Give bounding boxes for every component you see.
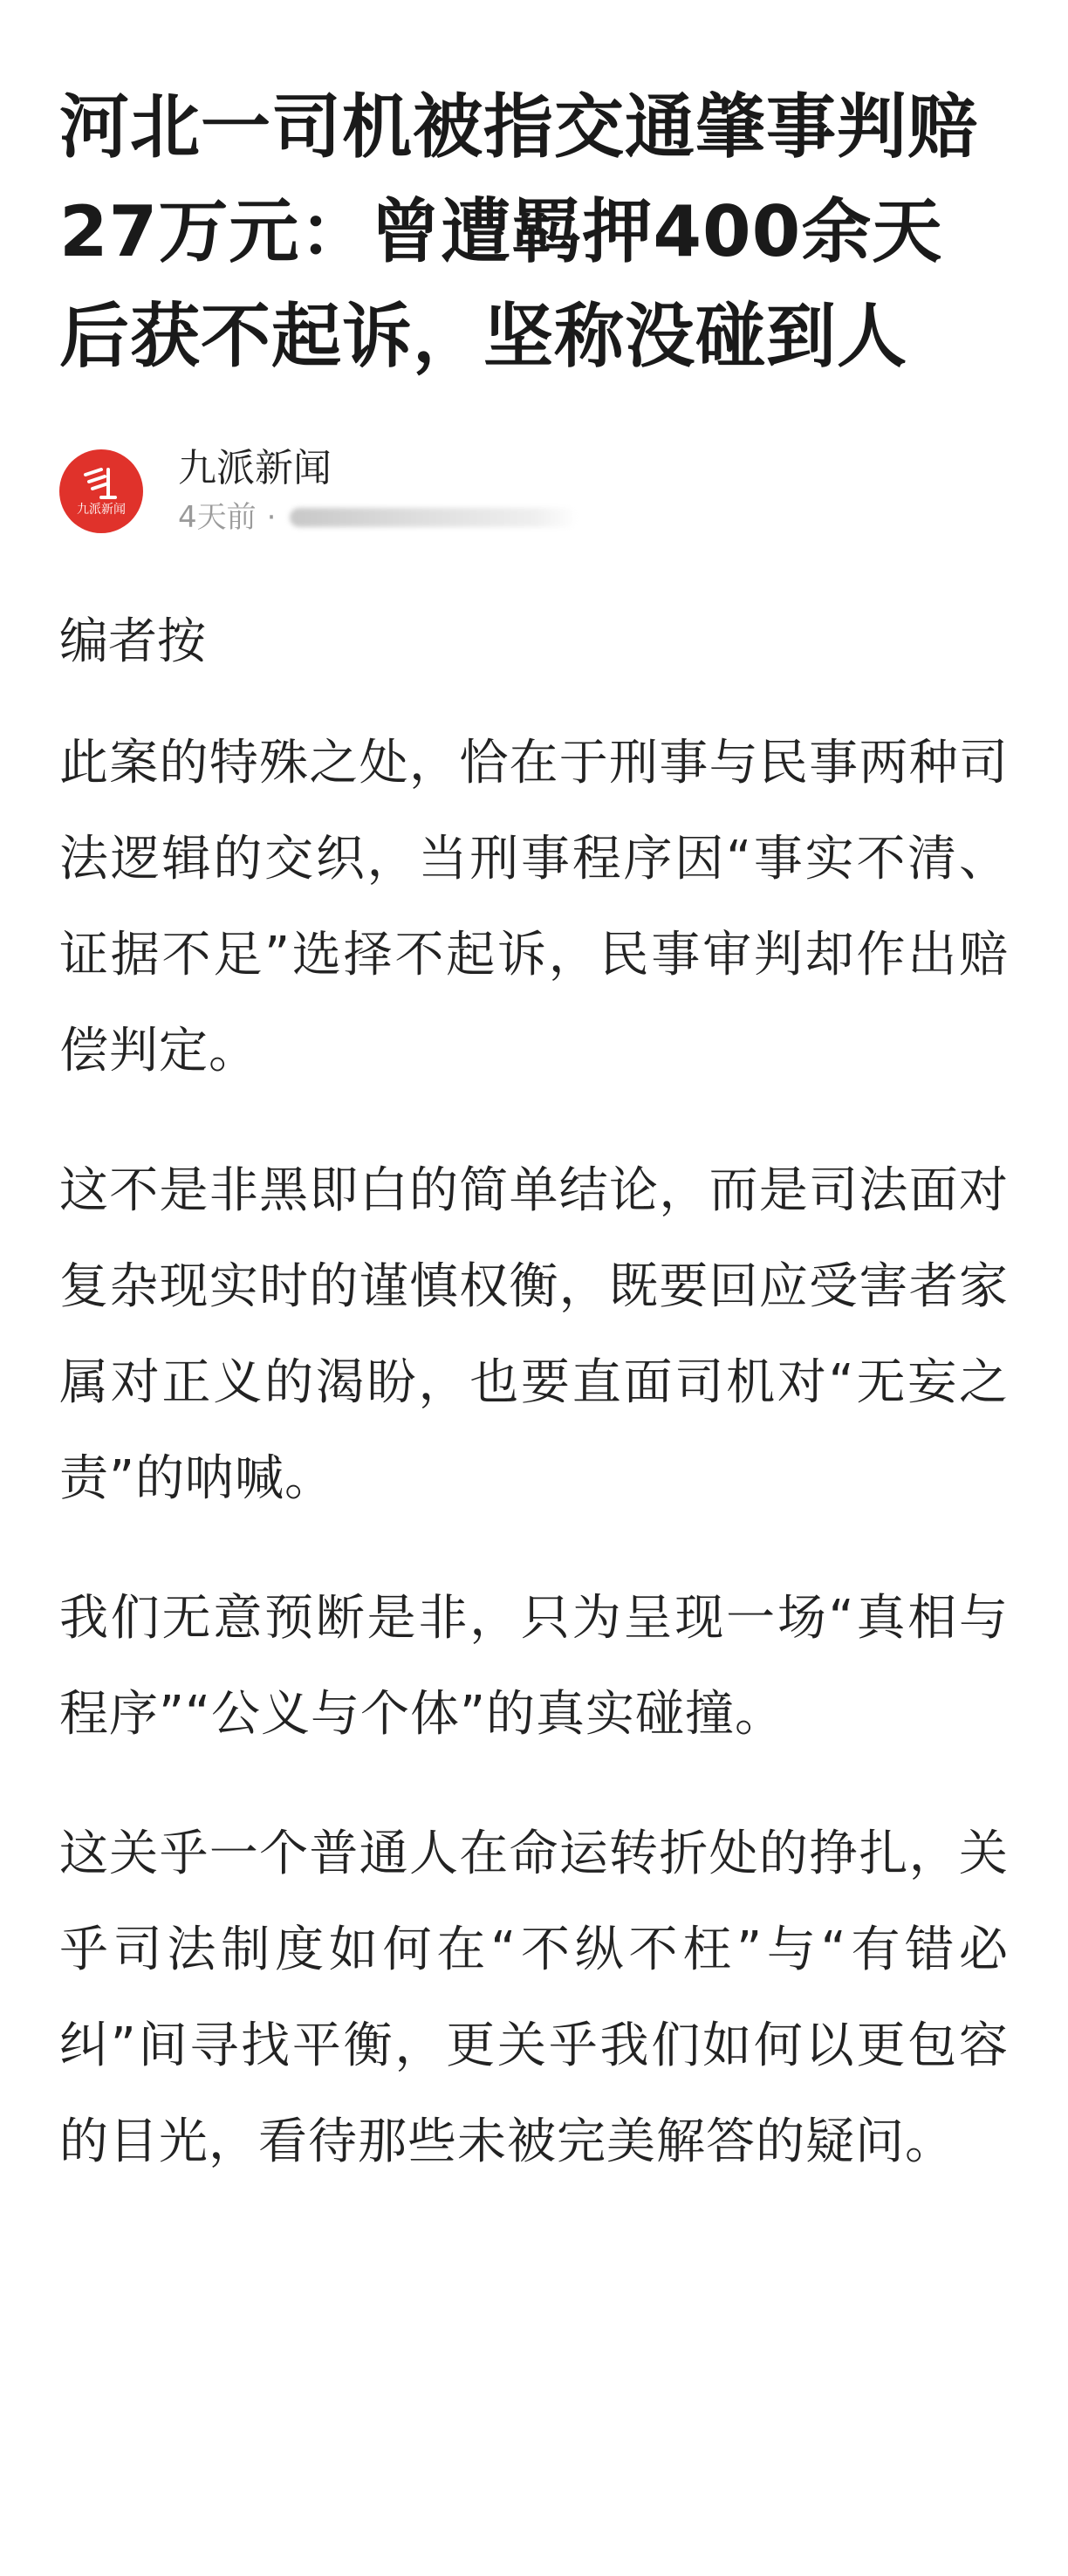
paragraph-1: 此案的特殊之处，恰在于刑事与民事两种司法逻辑的交织，当刑事程序因“事实不清、证据不足”选择不起诉，民事审判却作出赔偿判定。 xyxy=(59,735,1009,1079)
editor-note-label: 编者按 xyxy=(59,613,206,670)
author-name[interactable]: 九派新闻 xyxy=(178,446,332,490)
paragraph-2: 这不是非黑即白的简单结论，而是司法面对复杂现实时的谨慎权衡，既要回应受害者家属对正义的渴盼，也要直面司机对“无妄之责”的呐喊。 xyxy=(59,1162,1009,1507)
publish-time: 4天前 xyxy=(178,500,257,535)
meta-separator: · xyxy=(266,500,277,535)
paragraph-3: 我们无意预断是非，只为呈现一场“真相与程序”“公义与个体”的真实碰撞。 xyxy=(59,1590,1009,1743)
avatar-caption: 九派新闻 xyxy=(77,503,126,517)
author-row[interactable] xyxy=(59,443,1009,539)
blurred-meta-text xyxy=(290,508,578,527)
jiupai-logo-icon xyxy=(82,466,120,501)
author-avatar[interactable] xyxy=(59,449,143,533)
article-title: 河北一司机被指交通肇事判赔27万元：曾遭羁押400余天后获不起诉，坚称没碰到人 xyxy=(59,86,978,377)
publish-meta xyxy=(178,497,578,538)
paragraph-4: 这关乎一个普通人在命运转折处的挣扎，关乎司法制度如何在“不纵不枉”与“有错必纠”间寻找平衡，更关乎我们如何以更包容的目光，看待那些未被完美解答的疑问。 xyxy=(59,1826,1009,2170)
author-meta xyxy=(178,444,578,538)
